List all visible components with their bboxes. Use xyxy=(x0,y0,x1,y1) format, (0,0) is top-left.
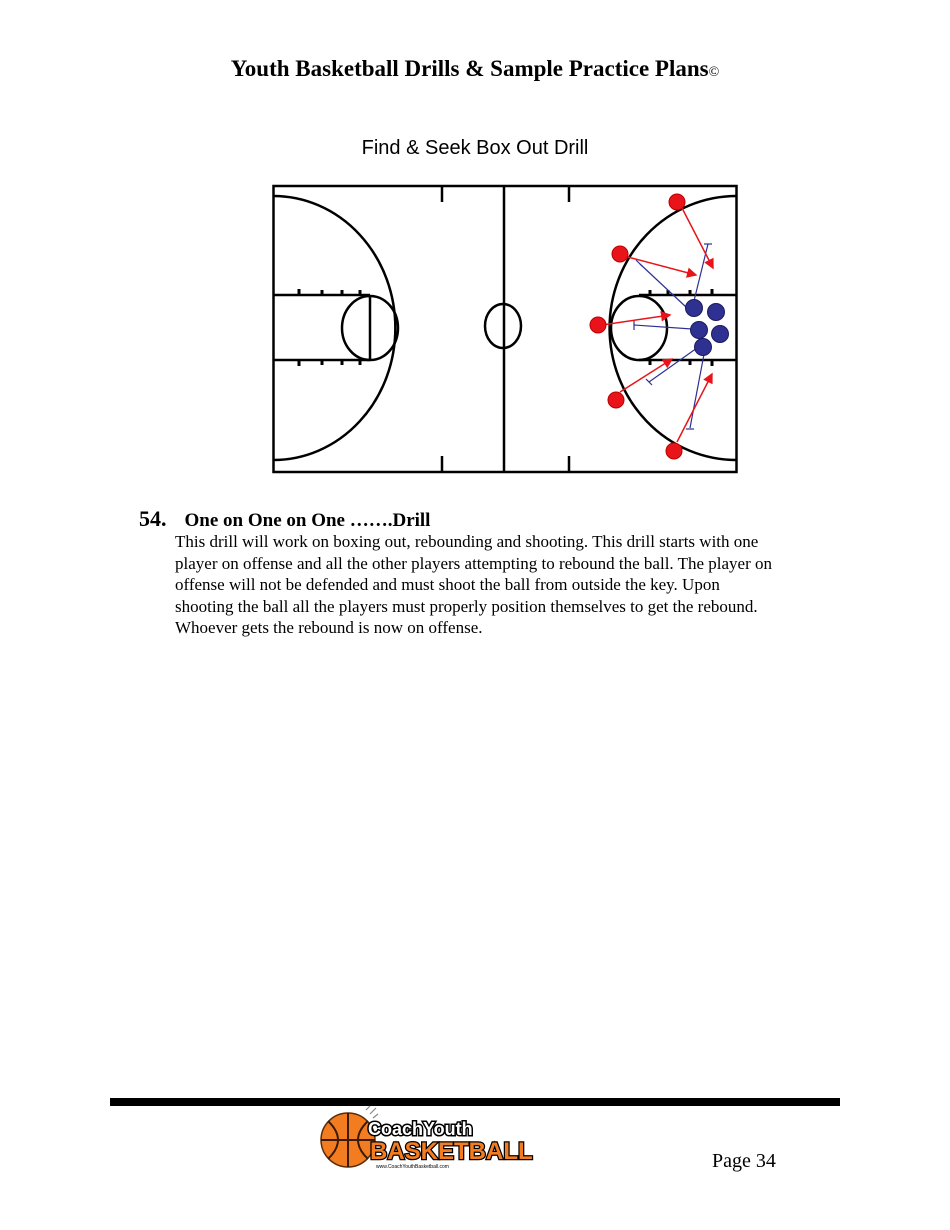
coach-youth-basketball-logo xyxy=(318,1104,533,1170)
lane-hash-marks xyxy=(299,289,712,366)
offense-player xyxy=(608,392,624,408)
offense-players xyxy=(590,194,685,459)
description-line: player on offense and all the other players attempting to rebound the ball. The player on xyxy=(175,553,773,573)
description-line: Whoever gets the rebound is now on offense. xyxy=(175,618,483,638)
defense-player xyxy=(695,339,712,356)
description-line: This drill will work on boxing out, rebounding and shooting. This drill starts with one xyxy=(175,532,759,551)
page-number: Page 34 xyxy=(712,1150,776,1172)
defense-player xyxy=(712,326,729,343)
defense-player xyxy=(708,304,725,321)
logo-text-bottom: BASKETBALL xyxy=(370,1138,533,1165)
defense-player xyxy=(691,322,708,339)
drill-number: 54. xyxy=(139,506,167,531)
copyright-symbol: © xyxy=(708,65,720,80)
offense-player xyxy=(590,317,606,333)
drill-description xyxy=(175,531,855,639)
left-three-point-arc xyxy=(274,196,396,460)
diagram-title: Find & Seek Box Out Drill xyxy=(361,137,589,159)
logo-text-top: CoachYouth xyxy=(368,1119,473,1139)
offense-player xyxy=(669,194,685,210)
left-lane xyxy=(274,295,371,360)
document-title: Youth Basketball Drills & Sample Practice Plans xyxy=(230,56,709,81)
drill-heading xyxy=(139,506,430,532)
offense-player xyxy=(612,246,628,262)
description-line: shooting the ball all the players must properly position themselves to get the rebound. xyxy=(175,596,758,616)
logo-url: www.CoachYouthBasketball.com xyxy=(376,1164,449,1170)
court-lines xyxy=(274,186,737,472)
defense-players xyxy=(686,300,729,356)
basketball-court-diagram xyxy=(272,184,738,476)
page-header xyxy=(0,56,950,82)
drill-title: One on One on One …….Drill xyxy=(184,510,431,531)
right-free-throw-circle xyxy=(611,296,667,360)
offense-player xyxy=(666,443,682,459)
description-line: offense will not be defended and must shoot the ball from outside the key. Upon xyxy=(175,575,720,595)
defense-player xyxy=(686,300,703,317)
